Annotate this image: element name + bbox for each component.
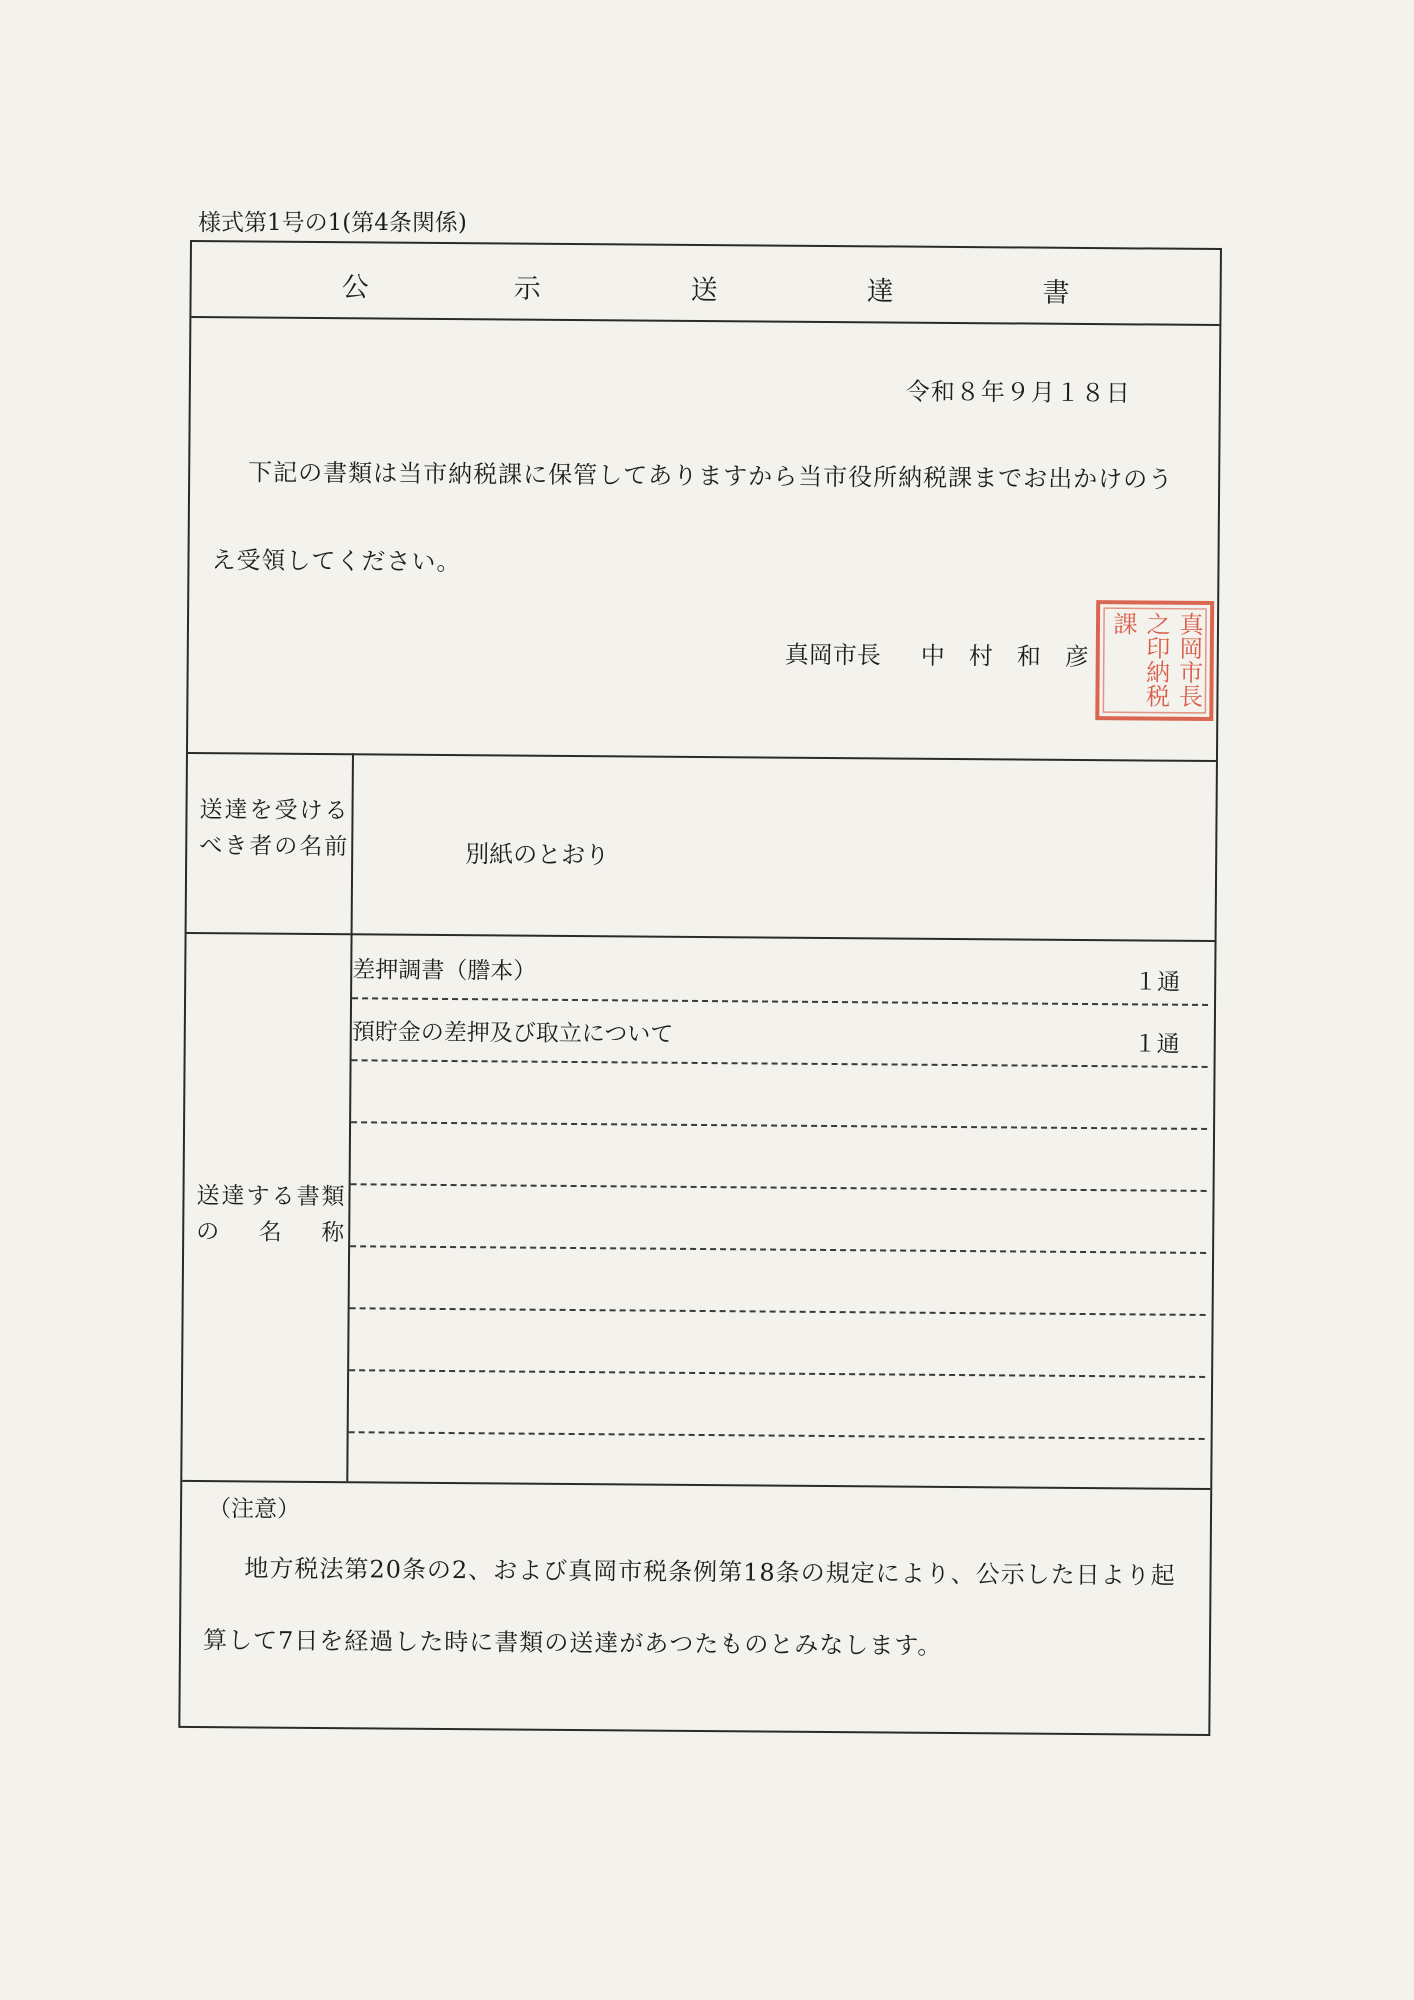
document-row (352, 999, 1208, 1068)
document-count: １通 (1133, 1031, 1180, 1058)
divider (188, 752, 1216, 762)
signer (785, 635, 1113, 673)
note-label: （注意） (207, 1496, 301, 1523)
title-row (191, 242, 1220, 326)
public-notice-form (178, 240, 1222, 1736)
document-row (350, 1247, 1206, 1316)
signer-title: 真岡市長 (784, 640, 881, 670)
title-char: 送 (690, 274, 718, 307)
signer-name: 中村和彦 (920, 641, 1113, 672)
document-row (351, 1123, 1207, 1192)
note-body: 地方税法第20条の2、および真岡市税条例第18条の規定により、公示した日より起算して7日を経過した時に書類の送達があつたものとみなします。 (202, 1554, 1176, 1660)
document-row (349, 1309, 1205, 1378)
document-row (350, 1185, 1206, 1254)
seal-text: 真岡市長之印納税課 (1108, 611, 1204, 708)
title-char: 公 (341, 272, 369, 304)
divider (182, 1480, 1210, 1490)
notice-body: 下記の書類は当市納税課に保管してありますから当市役所納税課までお出かけのうえ受領してください。 (211, 458, 1174, 577)
title-char: 書 (1042, 277, 1070, 309)
documents-label: 送達する書類の名称 (196, 1183, 345, 1247)
document-name: 差押調書（謄本） (352, 957, 537, 985)
document-name: 預貯金の差押及び取立について (351, 1019, 674, 1048)
document-row (352, 937, 1208, 1006)
recipient-value: 別紙のとおり (465, 840, 610, 870)
document-count: １通 (1134, 969, 1181, 996)
document-row (351, 1061, 1207, 1130)
recipient-label: 送達を受けるべき者の名前 (199, 797, 348, 861)
title-char: 達 (866, 276, 894, 308)
document-row (349, 1371, 1205, 1440)
notice-date: 令和８年９月１８日 (905, 377, 1131, 408)
title-char: 示 (513, 273, 541, 305)
form-number-label: 様式第1号の1(第4条関係) (198, 210, 467, 236)
